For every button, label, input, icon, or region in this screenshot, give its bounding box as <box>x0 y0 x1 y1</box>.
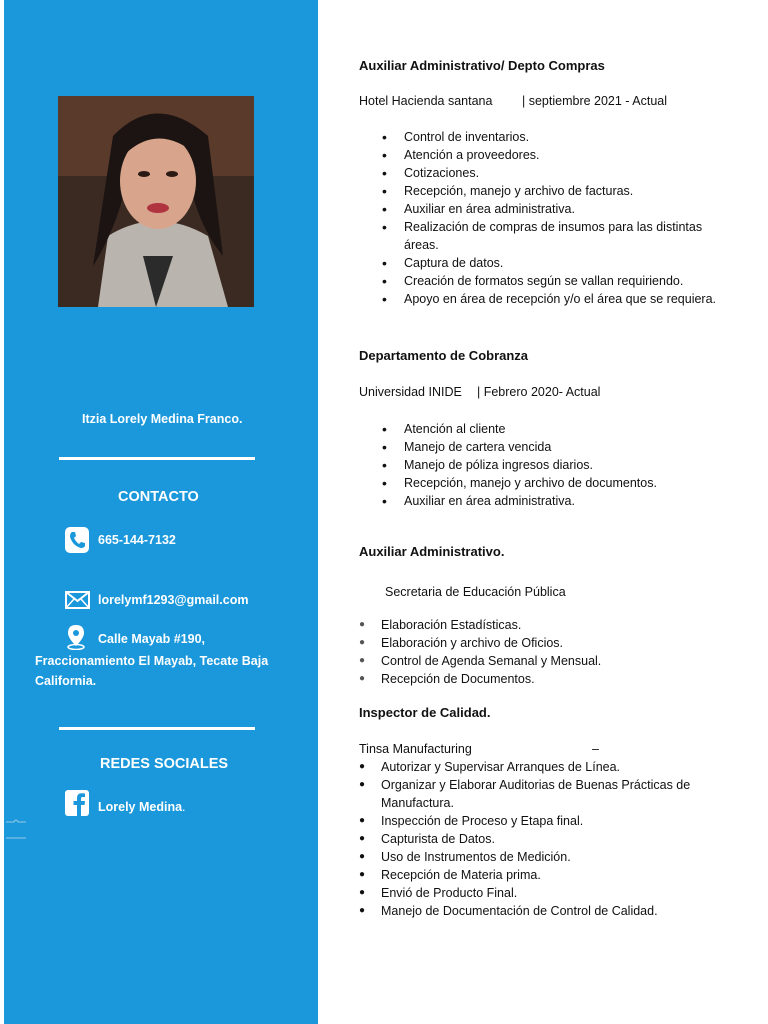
facebook-icon[interactable] <box>65 790 89 821</box>
job-company: Secretaria de Educación Pública <box>385 585 566 599</box>
social-heading: REDES SOCIALES <box>100 756 229 772</box>
list-item: ● Autorizar y Supervisar Arranques de Línea. <box>381 758 721 776</box>
email-address[interactable]: lorelymf1293@gmail.com <box>98 593 249 607</box>
list-item: • Captura de datos. <box>404 254 734 272</box>
list-item: ● Uso de Instrumentos de Medición. <box>381 848 721 866</box>
contact-heading: CONTACTO <box>118 489 199 505</box>
job-title: Inspector de Calidad. <box>359 705 491 720</box>
divider <box>59 457 255 460</box>
list-item: • Auxiliar en área administrativa. <box>404 200 734 218</box>
list-item: • Atención al cliente <box>404 420 744 438</box>
list-item: • Control de inventarios. <box>404 128 734 146</box>
list-item: ● Recepción de Materia prima. <box>381 866 721 884</box>
phone-number[interactable]: 665-144-7132 <box>98 533 176 547</box>
job-title: Auxiliar Administrativo/ Depto Compras <box>359 58 605 73</box>
address-line-1: Calle Mayab #190, <box>98 632 206 646</box>
list-item: • Creación de formatos según se vallan requiriendo. <box>404 272 734 290</box>
list-item: • Manejo de póliza ingresos diarios. <box>404 456 744 474</box>
job-duties <box>381 758 721 920</box>
list-item: • Auxiliar en área administrativa. <box>404 492 744 510</box>
job-title: Auxiliar Administrativo. <box>359 544 505 559</box>
person-name: Itzia Lorely Medina Franco. <box>82 412 243 426</box>
list-item: ● Recepción de Documentos. <box>381 670 741 688</box>
profile-photo <box>58 96 254 307</box>
job-duties <box>381 616 741 688</box>
job-company: Tinsa Manufacturing <box>359 742 472 756</box>
list-item: • Recepción, manejo y archivo de facturas. <box>404 182 734 200</box>
job-dash: – <box>592 742 599 756</box>
mail-icon <box>65 591 90 614</box>
list-item: ● Manejo de Documentación de Control de Calidad. <box>381 902 721 920</box>
decorative-mark <box>4 812 28 847</box>
list-item: • Realización de compras de insumos para las distintas áreas. <box>404 218 714 254</box>
list-item: • Apoyo en área de recepción y/o el área que se requiera. <box>404 290 734 308</box>
list-item: • Cotizaciones. <box>404 164 734 182</box>
list-item: ● Envió de Producto Final. <box>381 884 721 902</box>
list-item: ● Inspección de Proceso y Etapa final. <box>381 812 721 830</box>
address-line-3: California. <box>35 674 97 688</box>
list-item: ● Capturista de Datos. <box>381 830 721 848</box>
list-item: • Atención a proveedores. <box>404 146 734 164</box>
list-item: • Manejo de cartera vencida <box>404 438 744 456</box>
job-duties <box>404 420 744 510</box>
job-duties <box>404 128 734 308</box>
address-line-2: Fraccionamiento El Mayab, Tecate Baja <box>35 654 269 668</box>
job-company: Hotel Hacienda santana <box>359 94 493 108</box>
list-item: ● Elaboración Estadísticas. <box>381 616 741 634</box>
job-company: Universidad INIDE <box>359 385 462 399</box>
list-item: ● Elaboración y archivo de Oficios. <box>381 634 741 652</box>
facebook-link[interactable]: Lorely Medina. <box>98 800 186 814</box>
divider <box>59 727 255 730</box>
phone-icon <box>65 527 89 558</box>
job-title: Departamento de Cobranza <box>359 348 529 363</box>
list-item: • Recepción, manejo y archivo de documentos. <box>404 474 744 492</box>
job-period: | Febrero 2020- Actual <box>477 385 601 399</box>
location-pin-icon <box>66 624 86 655</box>
list-item: ● Control de Agenda Semanal y Mensual. <box>381 652 741 670</box>
job-period: | septiembre 2021 - Actual <box>522 94 667 108</box>
list-item: ● Organizar y Elaborar Auditorias de Buenas Prácticas de Manufactura. <box>381 776 721 812</box>
